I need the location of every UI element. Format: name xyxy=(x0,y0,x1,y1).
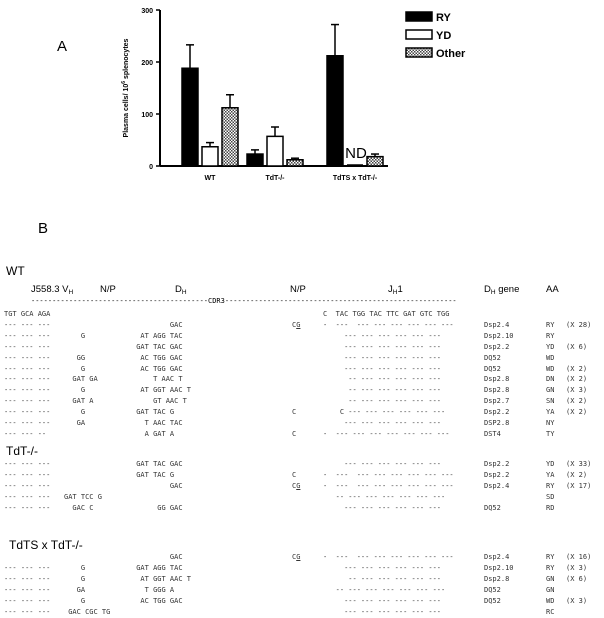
seq-np2: C xyxy=(292,470,297,479)
seq-gene: DQ52 xyxy=(484,353,501,362)
seq-dh: GT AAC T xyxy=(132,397,187,406)
legend-label-other: Other xyxy=(436,48,466,60)
seq-dh: AT GGT AAC T xyxy=(132,574,192,583)
header-vh: J558.3 $V_H$ xyxy=(31,284,74,296)
seq-aa: RY xyxy=(546,320,555,329)
seq-count: (X 2) xyxy=(566,470,588,479)
seq-vh: --- --- --- xyxy=(4,503,51,512)
seq-vh: --- --- --- xyxy=(4,460,51,468)
seq-count: (X 3) xyxy=(566,596,588,605)
seq-np1: GA xyxy=(64,419,86,427)
seq-np1: G xyxy=(64,408,86,417)
seq-aa: WD xyxy=(546,353,555,362)
seq-count: (X 2) xyxy=(566,364,588,373)
seq-jh: - --- --- --- --- --- --- --- xyxy=(323,553,454,561)
legend-label-yd: YD xyxy=(436,30,452,42)
seq-gene: Dsp2.4 xyxy=(484,320,510,329)
seq-count: (X 17) xyxy=(566,481,592,490)
seq-aa: YD xyxy=(546,342,555,351)
seq-count: (X 3) xyxy=(566,386,588,395)
seq-np1: GAT A xyxy=(64,397,94,406)
seq-gene: Dsp2.4 xyxy=(484,553,510,561)
seq-aa: RD xyxy=(546,503,555,512)
group-title: TdT-/- xyxy=(6,444,38,458)
seq-count: (X 28) xyxy=(566,320,592,329)
seq-gene: Dsp2.2 xyxy=(484,408,510,417)
seq-dh: T AAC TAC xyxy=(132,419,183,427)
seq-gene: DSP2.8 xyxy=(484,419,510,427)
seq-np1: GG xyxy=(64,353,86,362)
seq-count: (X 33) xyxy=(566,460,592,468)
seq-np1: GAC C xyxy=(64,503,94,512)
seq-aa: RY xyxy=(546,331,555,340)
seq-np2: CG xyxy=(292,553,301,561)
seq-aa: RY xyxy=(546,481,555,490)
seq-count: (X 2) xyxy=(566,408,588,417)
seq-dh: GAC xyxy=(132,320,183,329)
seq-dh: AC TGG GAC xyxy=(132,596,183,605)
seq-np1: G xyxy=(64,563,86,572)
seq-jh: - --- --- --- --- --- --- --- xyxy=(323,429,450,438)
group-title: WT xyxy=(6,264,25,278)
seq-dh: GAT TAC G xyxy=(132,408,175,417)
seq-vh: --- --- --- xyxy=(4,419,51,427)
seq-np2: C xyxy=(292,429,297,438)
x-tick-label: TdT-/- xyxy=(265,175,285,182)
seq-dh: AT AGG TAC xyxy=(132,331,183,340)
seq-gene: Dsp2.2 xyxy=(484,470,510,479)
seq-jh: - --- --- --- --- --- --- --- xyxy=(323,481,454,490)
seq-vh: --- --- -- xyxy=(4,429,47,438)
seq-dh: GAT TAC GAC xyxy=(132,342,183,351)
seq-aa: TY xyxy=(546,429,555,438)
seq-jh: --- --- --- --- --- --- xyxy=(323,596,442,605)
seq-gene: DQ52 xyxy=(484,364,501,373)
seq-aa: WD xyxy=(546,364,555,373)
seq-np1: G xyxy=(64,574,86,583)
seq-jh: - --- --- --- --- --- --- --- xyxy=(323,320,454,329)
cdr3-divider: ------------------------------------------CDR3------------------------------------------------------- xyxy=(31,297,457,305)
seq-aa: RC xyxy=(546,607,555,616)
seq-jh: --- --- --- --- --- --- xyxy=(323,563,442,572)
seq-jh: -- --- --- --- --- --- --- xyxy=(323,585,446,594)
seq-aa: RY xyxy=(546,553,555,561)
seq-aa: YA xyxy=(546,408,555,417)
seq-aa: SD xyxy=(546,492,555,501)
seq-jh: -- --- --- --- --- --- xyxy=(323,386,442,395)
panel-a-label: A xyxy=(57,38,68,55)
legend-label-ry: RY xyxy=(436,12,451,24)
seq-gene: DST4 xyxy=(484,429,501,438)
seq-jh: -- --- --- --- --- --- --- xyxy=(323,492,446,501)
seq-aa: WD xyxy=(546,596,555,605)
seq-gene: Dsp2.2 xyxy=(484,342,510,351)
seq-gene: Dsp2.8 xyxy=(484,574,510,583)
seq-np1: G xyxy=(64,386,86,395)
seq-np1: GA xyxy=(64,585,86,594)
seq-dh: GAC xyxy=(132,481,183,490)
nd-annotation: ND xyxy=(345,145,367,162)
seq-count: (X 2) xyxy=(566,397,588,406)
seq-vh: TGT GCA AGA xyxy=(4,310,51,318)
seq-vh: --- --- --- xyxy=(4,596,51,605)
seq-gene: DQ52 xyxy=(484,596,501,605)
seq-dh: GG GAC xyxy=(132,503,183,512)
y-tick-label: 200 xyxy=(141,60,153,67)
seq-vh: --- --- --- xyxy=(4,375,51,384)
seq-jh: -- --- --- --- --- --- xyxy=(323,574,442,583)
header-np2: N/P xyxy=(290,284,306,295)
seq-gene: Dsp2.7 xyxy=(484,397,510,406)
seq-gene: DQ52 xyxy=(484,503,501,512)
seq-vh: --- --- --- xyxy=(4,320,51,329)
seq-aa: GN xyxy=(546,585,555,594)
seq-np2: CG xyxy=(292,481,301,490)
seq-vh: --- --- --- xyxy=(4,386,51,395)
y-tick-label: 300 xyxy=(141,8,153,15)
seq-np1: GAC CGC TG xyxy=(64,607,111,616)
seq-vh: --- --- --- xyxy=(4,353,51,362)
seq-gene: Dsp2.8 xyxy=(484,375,510,384)
seq-vh: --- --- --- xyxy=(4,563,51,572)
group-title: TdTS x TdT-/- xyxy=(9,538,83,552)
panel-b-label: B xyxy=(38,220,49,237)
seq-jh: --- --- --- --- --- --- xyxy=(323,419,442,427)
seq-gene: Dsp2.2 xyxy=(484,460,510,468)
seq-dh: GAC xyxy=(132,553,183,561)
seq-np1: GAT GA xyxy=(64,375,98,384)
seq-dh: A GAT A xyxy=(132,429,175,438)
seq-dh: AC TGG GAC xyxy=(132,353,183,362)
seq-count: (X 6) xyxy=(566,574,588,583)
seq-gene: DQ52 xyxy=(484,585,501,594)
seq-aa: GN xyxy=(546,574,555,583)
seq-gene: Dsp2.8 xyxy=(484,386,510,395)
seq-dh: AT GGT AAC T xyxy=(132,386,192,395)
header-jh: $J_H1$ xyxy=(388,284,403,296)
seq-aa: RY xyxy=(546,563,555,572)
seq-vh: --- --- --- xyxy=(4,397,51,406)
seq-vh: --- --- --- xyxy=(4,470,51,479)
y-tick-label: 100 xyxy=(141,112,153,119)
seq-vh: --- --- --- xyxy=(4,408,51,417)
x-tick-label: TdTS x TdT-/- xyxy=(332,175,378,182)
seq-jh: --- --- --- --- --- --- xyxy=(323,331,442,340)
seq-vh: --- --- --- xyxy=(4,607,51,616)
x-tick-label: WT xyxy=(204,175,216,182)
seq-vh: --- --- --- xyxy=(4,331,51,340)
seq-count: (X 3) xyxy=(566,563,588,572)
seq-vh: --- --- --- xyxy=(4,585,51,594)
header-aa: AA xyxy=(546,284,559,295)
seq-jh: -- --- --- --- --- --- xyxy=(323,375,442,384)
seq-jh: --- --- --- --- --- --- xyxy=(323,353,442,362)
seq-np1: G xyxy=(64,364,86,373)
seq-jh: C --- --- --- --- --- --- xyxy=(323,408,446,417)
seq-np2: CG xyxy=(292,320,301,329)
seq-dh: GAT TAC GAC xyxy=(132,460,183,468)
seq-jh: --- --- --- --- --- --- xyxy=(323,460,442,468)
seq-vh: --- --- --- xyxy=(4,481,51,490)
seq-dh: GAT TAC G xyxy=(132,470,175,479)
seq-count: (X 6) xyxy=(566,342,588,351)
seq-aa: SN xyxy=(546,397,555,406)
seq-np1: G xyxy=(64,596,86,605)
seq-gene: Dsp2.4 xyxy=(484,481,510,490)
seq-count: (X 16) xyxy=(566,553,592,561)
seq-count: (X 2) xyxy=(566,375,588,384)
seq-np1: GAT TCC G xyxy=(64,492,102,501)
y-tick-label: 0 xyxy=(149,164,153,171)
seq-jh: --- --- --- --- --- --- xyxy=(323,607,442,616)
seq-aa: NY xyxy=(546,419,555,427)
seq-jh: --- --- --- --- --- --- xyxy=(323,342,442,351)
seq-jh: C TAC TGG TAC TTC GAT GTC TGG xyxy=(323,310,450,318)
seq-gene: Dsp2.10 xyxy=(484,563,514,572)
y-axis-label: Plasma cells/ $10^6$ splenocytes xyxy=(121,38,130,138)
seq-vh: --- --- --- xyxy=(4,574,51,583)
seq-gene: Dsp2.10 xyxy=(484,331,514,340)
seq-aa: DN xyxy=(546,375,555,384)
seq-dh: T GGG A xyxy=(132,585,175,594)
seq-jh: - --- --- --- --- --- --- --- xyxy=(323,470,454,479)
seq-dh: GAT AGG TAC xyxy=(132,563,183,572)
seq-np2: C xyxy=(292,408,297,417)
seq-aa: YA xyxy=(546,470,555,479)
seq-jh: --- --- --- --- --- --- xyxy=(323,503,442,512)
seq-vh: --- --- --- xyxy=(4,342,51,351)
header-dh-gene: $D_H$ gene xyxy=(484,284,520,296)
seq-vh: --- --- --- xyxy=(4,492,51,501)
seq-dh: T AAC T xyxy=(132,375,183,384)
seq-aa: GN xyxy=(546,386,555,395)
seq-np1: G xyxy=(64,331,86,340)
seq-aa: YD xyxy=(546,460,555,468)
seq-vh: --- --- --- xyxy=(4,364,51,373)
header-np1: N/P xyxy=(100,284,116,295)
seq-jh: --- --- --- --- --- --- xyxy=(323,364,442,373)
seq-jh: -- --- --- --- --- --- xyxy=(323,397,442,406)
header-dh: $D_H$ xyxy=(175,284,187,296)
seq-dh: AC TGG GAC xyxy=(132,364,183,373)
